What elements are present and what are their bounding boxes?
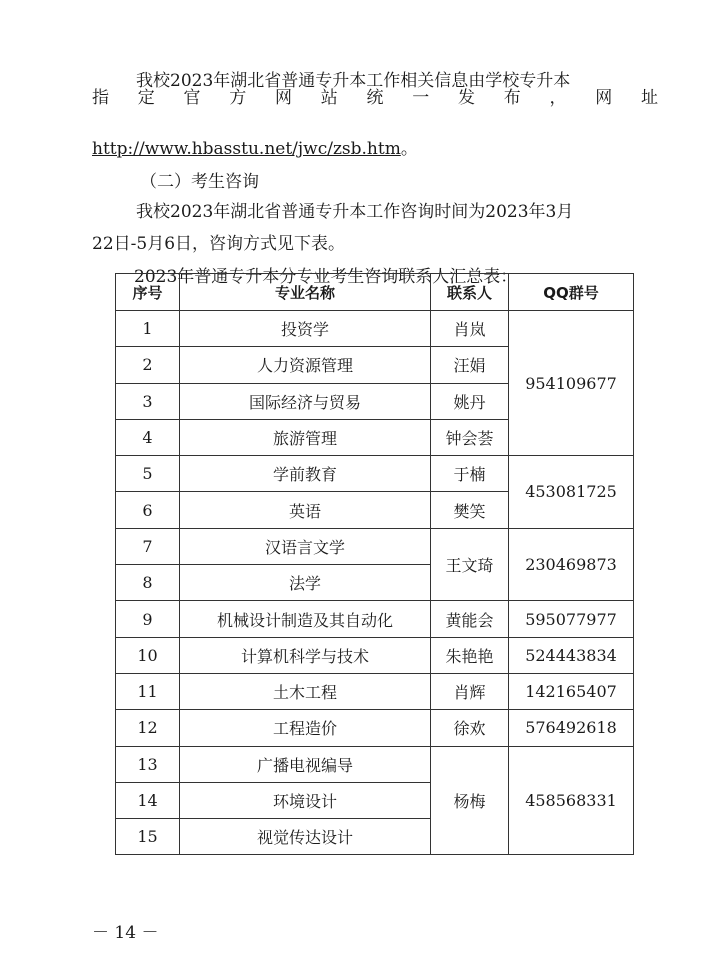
row-no: 15 [116, 819, 180, 855]
row-no: 2 [116, 347, 180, 383]
row-major: 汉语言文学 [180, 528, 431, 564]
table-row [116, 710, 634, 746]
row-contact: 樊笑 [431, 492, 509, 528]
row-major: 广播电视编导 [180, 746, 431, 782]
table-header-row [116, 274, 634, 311]
header-no: 序号 [116, 274, 180, 311]
paragraph-2-justified [92, 88, 658, 108]
row-no: 1 [116, 311, 180, 347]
row-major: 英语 [180, 492, 431, 528]
page-number: － 14 － [92, 923, 159, 943]
row-no: 9 [116, 601, 180, 637]
p2-char: 统 [366, 88, 384, 108]
paragraph-3 [92, 139, 418, 159]
header-contact: 联系人 [431, 274, 509, 311]
p2-char: 定 [137, 88, 155, 108]
row-no: 7 [116, 528, 180, 564]
row-no: 12 [116, 710, 180, 746]
p2-char: 布 [503, 88, 521, 108]
row-contact: 黄能会 [431, 601, 509, 637]
table-row [116, 673, 634, 709]
row-major: 计算机科学与技术 [180, 637, 431, 673]
row-contact: 姚丹 [431, 383, 509, 419]
paragraph-5: 我校2023年湖北省普通专升本工作咨询时间为2023年3月 [136, 202, 574, 222]
row-contact: 肖岚 [431, 311, 509, 347]
header-major: 专业名称 [180, 274, 431, 311]
row-contact: 徐欢 [431, 710, 509, 746]
row-major: 投资学 [180, 311, 431, 347]
section-heading-consultation: （二）考生咨询 [140, 172, 259, 192]
row-contact: 王文琦 [431, 528, 509, 601]
p2-char: 网 [595, 88, 613, 108]
paragraph-1: 我校2023年湖北省普通专升本工作相关信息由学校专升本 [136, 71, 571, 91]
p2-char: 官 [183, 88, 201, 108]
row-major: 旅游管理 [180, 419, 431, 455]
p2-char: 方 [229, 88, 247, 108]
table-row [116, 637, 634, 673]
row-contact: 汪娟 [431, 347, 509, 383]
row-qq: 230469873 [509, 528, 634, 601]
row-major: 国际经济与贸易 [180, 383, 431, 419]
row-qq: 453081725 [509, 456, 634, 529]
row-no: 10 [116, 637, 180, 673]
row-contact: 朱艳艳 [431, 637, 509, 673]
row-major: 机械设计制造及其自动化 [180, 601, 431, 637]
row-contact: 杨梅 [431, 746, 509, 855]
p2-char: 指 [92, 88, 109, 108]
official-url-link[interactable]: http://www.hbasstu.net/jwc/zsb.htm [92, 139, 401, 159]
row-qq: 595077977 [509, 601, 634, 637]
row-major: 法学 [180, 565, 431, 601]
table-row [116, 601, 634, 637]
row-no: 4 [116, 419, 180, 455]
table-row [116, 311, 634, 347]
row-qq: 142165407 [509, 673, 634, 709]
p2-char: 址 [641, 88, 658, 108]
header-qq: QQ群号 [509, 274, 634, 311]
table-row [116, 746, 634, 782]
table-row [116, 528, 634, 564]
paragraph-6: 22日-5月6日，咨询方式见下表。 [92, 234, 346, 254]
row-no: 11 [116, 673, 180, 709]
row-major: 环境设计 [180, 782, 431, 818]
row-no: 8 [116, 565, 180, 601]
row-qq: 576492618 [509, 710, 634, 746]
row-contact: 于楠 [431, 456, 509, 492]
row-no: 6 [116, 492, 180, 528]
table-caption: 2023年普通专升本分专业考生咨询联系人汇总表： [134, 267, 518, 287]
row-qq: 954109677 [509, 311, 634, 456]
row-qq: 524443834 [509, 637, 634, 673]
row-major: 视觉传达设计 [180, 819, 431, 855]
row-no: 13 [116, 746, 180, 782]
table-row [116, 456, 634, 492]
contacts-table [115, 273, 634, 855]
row-no: 5 [116, 456, 180, 492]
row-qq: 458568331 [509, 746, 634, 855]
row-contact: 肖辉 [431, 673, 509, 709]
p2-char: 网 [275, 88, 292, 108]
row-no: 14 [116, 782, 180, 818]
row-no: 3 [116, 383, 180, 419]
p2-char: 站 [320, 88, 338, 108]
row-major: 人力资源管理 [180, 347, 431, 383]
row-major: 工程造价 [180, 710, 431, 746]
p3-end: 。 [400, 139, 418, 159]
p2-char: ， [549, 88, 567, 108]
p2-char: 发 [458, 88, 475, 108]
row-major: 土木工程 [180, 673, 431, 709]
row-contact: 钟会荟 [431, 419, 509, 455]
row-major: 学前教育 [180, 456, 431, 492]
p2-char: 一 [412, 88, 430, 108]
